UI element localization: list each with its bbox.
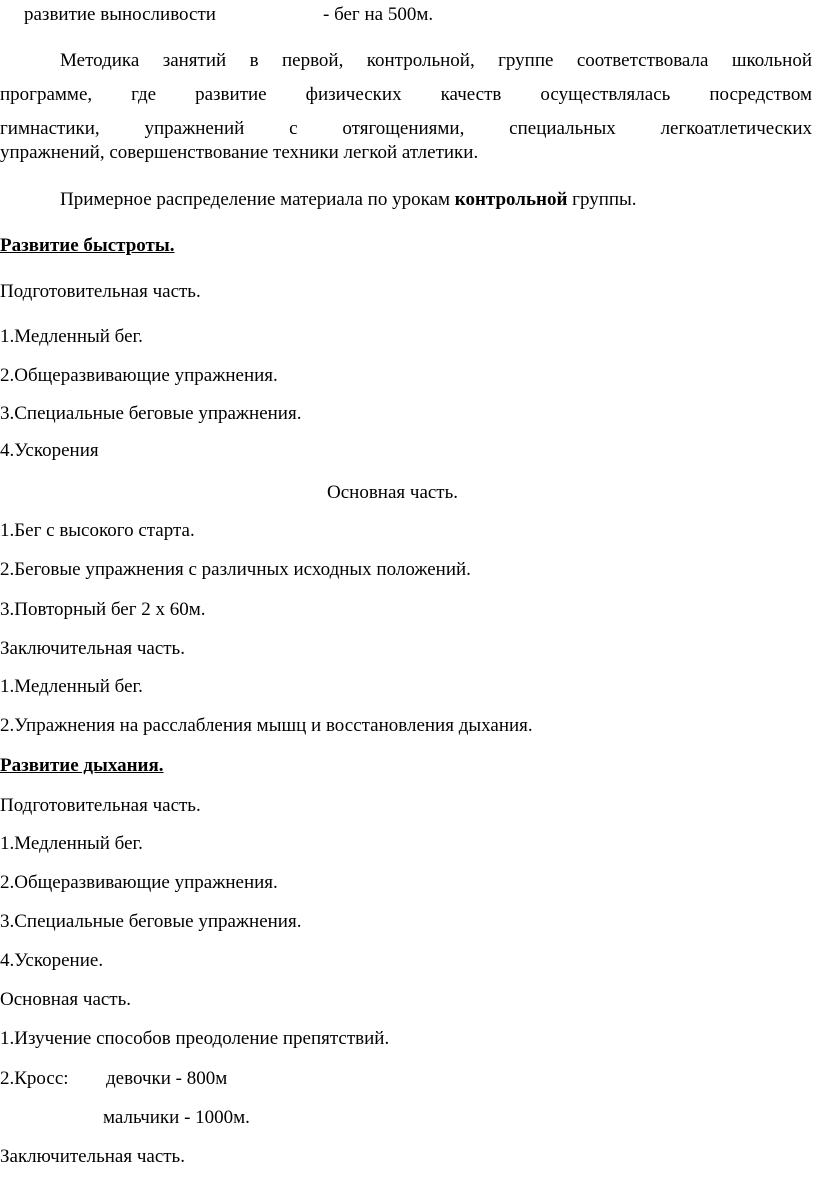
section-heading-breathing: Развитие дыхания. [0, 755, 164, 776]
list-item: 2.Упражнения на расслабления мышц и восстановления дыхания. [0, 715, 533, 736]
section-heading-speed: Развитие быстроты. [0, 235, 175, 256]
speed-prep-label: Подготовительная часть. [0, 281, 201, 302]
list-item: 1.Медленный бег. [0, 833, 143, 854]
speed-main-label: Основная часть. [327, 482, 459, 503]
list-item: 3.Повторный бег 2 х 60м. [0, 599, 206, 620]
list-item: 3.Специальные беговые упражнения. [0, 403, 302, 424]
list-item: 2.Беговые упражнения с различных исходных положений. [0, 559, 471, 580]
breathing-prep-label: Подготовительная часть. [0, 795, 201, 816]
list-item: 4.Ускорения [0, 440, 99, 461]
list-item: 1.Бег с высокого старта. [0, 520, 195, 541]
cross-boys: мальчики - 1000м. [103, 1107, 250, 1128]
list-item: 4.Ускорение. [0, 950, 104, 971]
paragraph-line-2: программе, где развитие физических качеств осуществлялась посредством [0, 84, 812, 105]
paragraph-line-1: Методика занятий в первой, контрольной, группе соответствовала школьной [60, 50, 812, 71]
paragraph-line-3: гимнастики, упражнений с отягощениями, специальных легкоатлетических [0, 118, 812, 139]
cross-girls: девочки - 800м [106, 1068, 228, 1089]
top-line-right: - бег на 500м. [323, 4, 434, 25]
list-item: 2.Общеразвивающие упражнения. [0, 365, 278, 386]
list-item: 1.Медленный бег. [0, 326, 143, 347]
top-line-left: развитие выносливости [24, 4, 216, 25]
paragraph-line-4: упражнений, совершенствование техники легкой атлетики. [0, 142, 479, 163]
breathing-main-label: Основная часть. [0, 989, 132, 1010]
breathing-final-label: Заключительная часть. [0, 1146, 185, 1167]
cross-label: 2.Кросс: [0, 1068, 69, 1089]
list-item: 3.Специальные беговые упражнения. [0, 911, 302, 932]
distribution-line: Примерное распределение материала по урокам контрольной группы. [60, 189, 637, 210]
list-item: 1.Изучение способов преодоление препятствий. [0, 1028, 390, 1049]
list-item: 2.Общеразвивающие упражнения. [0, 872, 278, 893]
list-item: 1.Медленный бег. [0, 676, 143, 697]
speed-final-label: Заключительная часть. [0, 638, 185, 659]
